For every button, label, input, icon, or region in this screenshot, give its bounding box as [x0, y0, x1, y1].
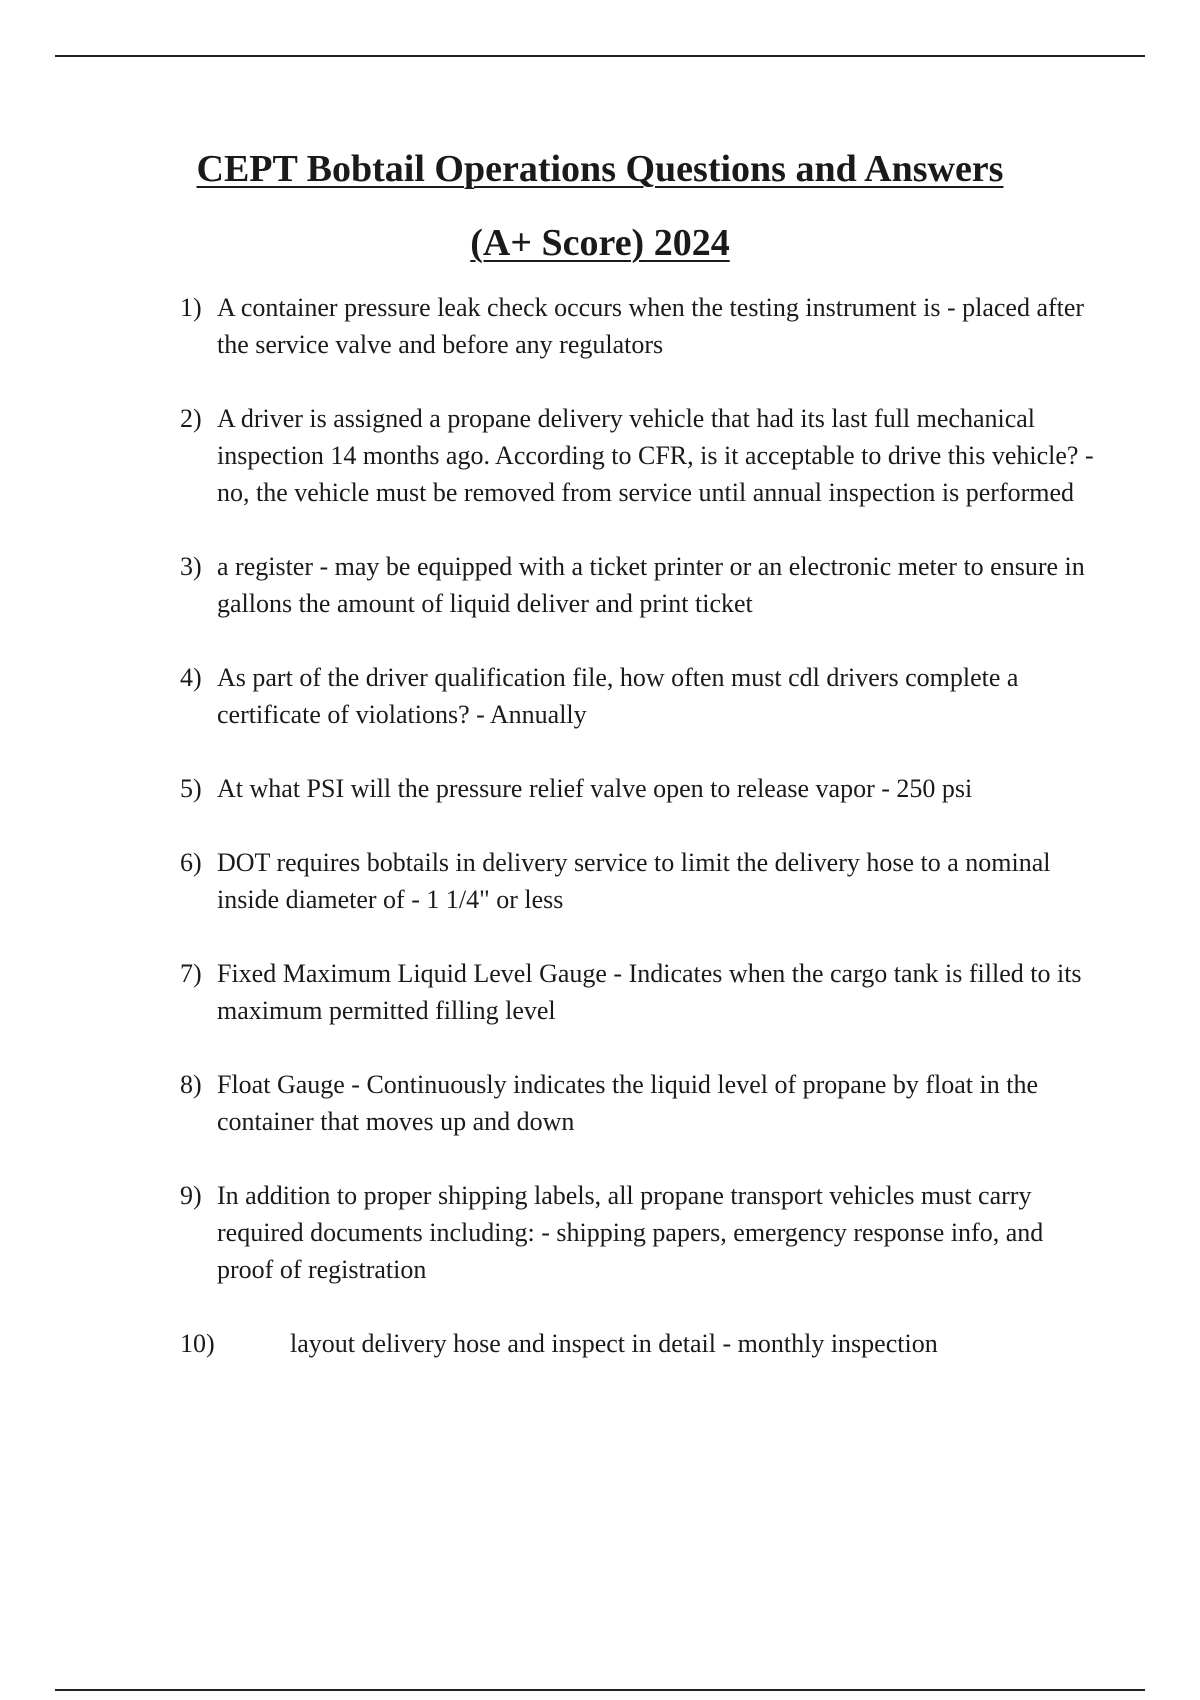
list-item	[180, 659, 1100, 733]
item-number: 7)	[180, 959, 202, 988]
list-item	[180, 955, 1100, 1029]
list-item	[180, 289, 1100, 363]
page-title	[0, 146, 1200, 192]
item-text: In addition to proper shipping labels, all propane transport vehicles must carry required documents including: - shipping papers, emergency response info, and proof of registration	[217, 1181, 1044, 1284]
item-number: 8)	[180, 1070, 202, 1099]
item-number: 1)	[180, 293, 202, 322]
item-text: a register - may be equipped with a ticket printer or an electronic meter to ensure in gallons the amount of liquid deliver and print ticket	[217, 552, 1085, 618]
item-number: 6)	[180, 848, 202, 877]
page-subtitle	[0, 220, 1200, 266]
list-item	[180, 1177, 1100, 1288]
page-title-line-2: (A+ Score) 2024	[470, 222, 730, 264]
list-item	[180, 400, 1100, 511]
list-item	[180, 548, 1100, 622]
item-text: Fixed Maximum Liquid Level Gauge - Indicates when the cargo tank is filled to its maximum permitted filling level	[217, 959, 1082, 1025]
item-text: A container pressure leak check occurs when the testing instrument is - placed after the service valve and before any regulators	[217, 293, 1085, 359]
item-text: As part of the driver qualification file, how often must cdl drivers complete a certificate of violations? - Annually	[217, 663, 1019, 729]
item-number: 10)	[180, 1329, 215, 1358]
top-rule	[55, 55, 1145, 57]
qa-list	[180, 289, 1100, 1399]
item-text: layout delivery hose and inspect in detail - monthly inspection	[290, 1329, 938, 1358]
item-number: 2)	[180, 404, 202, 433]
item-text: DOT requires bobtails in delivery service to limit the delivery hose to a nominal inside diameter of - 1 1/4" or less	[217, 848, 1051, 914]
item-text: A driver is assigned a propane delivery vehicle that had its last full mechanical inspection 14 months ago. According to CFR, is it acceptable to drive this vehicle? - no, the vehicle must be removed from service until annual inspection is performed	[217, 404, 1094, 507]
bottom-rule	[55, 1689, 1145, 1691]
item-number: 9)	[180, 1181, 202, 1210]
item-number: 4)	[180, 663, 202, 692]
list-item	[180, 1325, 1100, 1362]
item-number: 3)	[180, 552, 202, 581]
item-text: Float Gauge - Continuously indicates the liquid level of propane by float in the container that moves up and down	[217, 1070, 1038, 1136]
item-text: At what PSI will the pressure relief valve open to release vapor - 250 psi	[217, 774, 973, 803]
list-item	[180, 770, 1100, 807]
page-title-line-1: CEPT Bobtail Operations Questions and Answers	[196, 148, 1004, 190]
list-item	[180, 1066, 1100, 1140]
list-item	[180, 844, 1100, 918]
item-number: 5)	[180, 774, 202, 803]
